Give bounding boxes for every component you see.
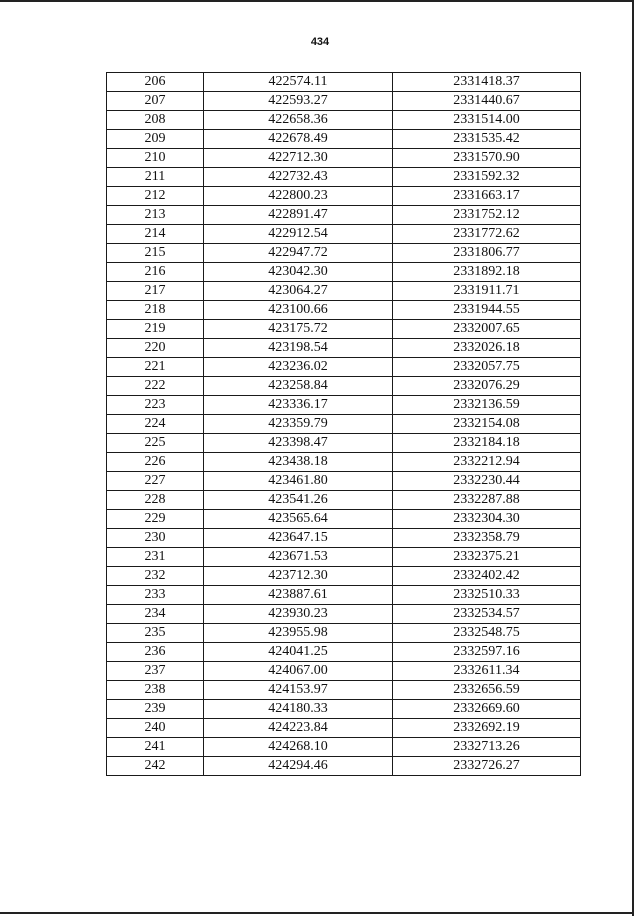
y-coordinate-cell: 2331911.71 <box>393 282 581 301</box>
coordinates-table <box>106 72 581 776</box>
x-coordinate-cell: 423336.17 <box>204 396 393 415</box>
x-coordinate-cell: 423541.26 <box>204 491 393 510</box>
y-coordinate-cell: 2332611.34 <box>393 662 581 681</box>
table-row <box>107 244 581 263</box>
point-id-cell: 235 <box>107 624 204 643</box>
x-coordinate-cell: 422732.43 <box>204 168 393 187</box>
x-coordinate-cell: 423236.02 <box>204 358 393 377</box>
point-id-cell: 236 <box>107 643 204 662</box>
x-coordinate-cell: 423042.30 <box>204 263 393 282</box>
table-row <box>107 73 581 92</box>
table-row <box>107 529 581 548</box>
table-row <box>107 149 581 168</box>
table-row <box>107 396 581 415</box>
point-id-cell: 234 <box>107 605 204 624</box>
point-id-cell: 216 <box>107 263 204 282</box>
point-id-cell: 233 <box>107 586 204 605</box>
y-coordinate-cell: 2332692.19 <box>393 719 581 738</box>
table-row <box>107 206 581 225</box>
x-coordinate-cell: 422712.30 <box>204 149 393 168</box>
y-coordinate-cell: 2332358.79 <box>393 529 581 548</box>
y-coordinate-cell: 2331570.90 <box>393 149 581 168</box>
table-row <box>107 92 581 111</box>
point-id-cell: 221 <box>107 358 204 377</box>
point-id-cell: 206 <box>107 73 204 92</box>
y-coordinate-cell: 2332726.27 <box>393 757 581 776</box>
y-coordinate-cell: 2331944.55 <box>393 301 581 320</box>
point-id-cell: 223 <box>107 396 204 415</box>
table-row <box>107 168 581 187</box>
table-row <box>107 738 581 757</box>
table-row <box>107 187 581 206</box>
table-row <box>107 624 581 643</box>
point-id-cell: 228 <box>107 491 204 510</box>
x-coordinate-cell: 423100.66 <box>204 301 393 320</box>
point-id-cell: 213 <box>107 206 204 225</box>
point-id-cell: 225 <box>107 434 204 453</box>
table-row <box>107 548 581 567</box>
point-id-cell: 210 <box>107 149 204 168</box>
y-coordinate-cell: 2331806.77 <box>393 244 581 263</box>
table-row <box>107 586 581 605</box>
y-coordinate-cell: 2331535.42 <box>393 130 581 149</box>
x-coordinate-cell: 423930.23 <box>204 605 393 624</box>
y-coordinate-cell: 2332154.08 <box>393 415 581 434</box>
page-number: 434 <box>310 36 330 48</box>
table-row <box>107 320 581 339</box>
point-id-cell: 231 <box>107 548 204 567</box>
y-coordinate-cell: 2332656.59 <box>393 681 581 700</box>
x-coordinate-cell: 423647.15 <box>204 529 393 548</box>
y-coordinate-cell: 2332076.29 <box>393 377 581 396</box>
page-border-right <box>632 0 634 916</box>
table-row <box>107 282 581 301</box>
table-row <box>107 491 581 510</box>
x-coordinate-cell: 423064.27 <box>204 282 393 301</box>
table-row <box>107 130 581 149</box>
x-coordinate-cell: 422947.72 <box>204 244 393 263</box>
x-coordinate-cell: 422912.54 <box>204 225 393 244</box>
y-coordinate-cell: 2332136.59 <box>393 396 581 415</box>
table-row <box>107 662 581 681</box>
table-row <box>107 472 581 491</box>
x-coordinate-cell: 424294.46 <box>204 757 393 776</box>
x-coordinate-cell: 423258.84 <box>204 377 393 396</box>
y-coordinate-cell: 2332548.75 <box>393 624 581 643</box>
y-coordinate-cell: 2332230.44 <box>393 472 581 491</box>
x-coordinate-cell: 424067.00 <box>204 662 393 681</box>
table-row <box>107 339 581 358</box>
table-row <box>107 719 581 738</box>
point-id-cell: 214 <box>107 225 204 244</box>
point-id-cell: 241 <box>107 738 204 757</box>
x-coordinate-cell: 423671.53 <box>204 548 393 567</box>
y-coordinate-cell: 2332713.26 <box>393 738 581 757</box>
point-id-cell: 219 <box>107 320 204 339</box>
page-border-top <box>0 0 632 2</box>
point-id-cell: 226 <box>107 453 204 472</box>
y-coordinate-cell: 2332375.21 <box>393 548 581 567</box>
x-coordinate-cell: 423175.72 <box>204 320 393 339</box>
table-row <box>107 301 581 320</box>
point-id-cell: 218 <box>107 301 204 320</box>
x-coordinate-cell: 423359.79 <box>204 415 393 434</box>
point-id-cell: 232 <box>107 567 204 586</box>
y-coordinate-cell: 2332534.57 <box>393 605 581 624</box>
x-coordinate-cell: 423198.54 <box>204 339 393 358</box>
y-coordinate-cell: 2331514.00 <box>393 111 581 130</box>
x-coordinate-cell: 424153.97 <box>204 681 393 700</box>
point-id-cell: 237 <box>107 662 204 681</box>
table-row <box>107 700 581 719</box>
table-row <box>107 681 581 700</box>
point-id-cell: 227 <box>107 472 204 491</box>
x-coordinate-cell: 422658.36 <box>204 111 393 130</box>
point-id-cell: 230 <box>107 529 204 548</box>
table-row <box>107 225 581 244</box>
table-row <box>107 415 581 434</box>
table-row <box>107 434 581 453</box>
y-coordinate-cell: 2331663.17 <box>393 187 581 206</box>
table-row <box>107 111 581 130</box>
coordinates-table-body <box>107 73 581 776</box>
y-coordinate-cell: 2331418.37 <box>393 73 581 92</box>
x-coordinate-cell: 424041.25 <box>204 643 393 662</box>
y-coordinate-cell: 2332304.30 <box>393 510 581 529</box>
y-coordinate-cell: 2332597.16 <box>393 643 581 662</box>
y-coordinate-cell: 2332402.42 <box>393 567 581 586</box>
x-coordinate-cell: 423955.98 <box>204 624 393 643</box>
point-id-cell: 240 <box>107 719 204 738</box>
point-id-cell: 239 <box>107 700 204 719</box>
y-coordinate-cell: 2332026.18 <box>393 339 581 358</box>
point-id-cell: 222 <box>107 377 204 396</box>
x-coordinate-cell: 423461.80 <box>204 472 393 491</box>
point-id-cell: 208 <box>107 111 204 130</box>
y-coordinate-cell: 2332007.65 <box>393 320 581 339</box>
y-coordinate-cell: 2332184.18 <box>393 434 581 453</box>
x-coordinate-cell: 422891.47 <box>204 206 393 225</box>
x-coordinate-cell: 424268.10 <box>204 738 393 757</box>
x-coordinate-cell: 423887.61 <box>204 586 393 605</box>
y-coordinate-cell: 2331752.12 <box>393 206 581 225</box>
point-id-cell: 217 <box>107 282 204 301</box>
point-id-cell: 212 <box>107 187 204 206</box>
table-row <box>107 757 581 776</box>
y-coordinate-cell: 2332057.75 <box>393 358 581 377</box>
table-row <box>107 263 581 282</box>
y-coordinate-cell: 2331772.62 <box>393 225 581 244</box>
y-coordinate-cell: 2332510.33 <box>393 586 581 605</box>
table-row <box>107 567 581 586</box>
x-coordinate-cell: 424180.33 <box>204 700 393 719</box>
point-id-cell: 229 <box>107 510 204 529</box>
y-coordinate-cell: 2332212.94 <box>393 453 581 472</box>
table-row <box>107 605 581 624</box>
point-id-cell: 224 <box>107 415 204 434</box>
x-coordinate-cell: 423398.47 <box>204 434 393 453</box>
x-coordinate-cell: 424223.84 <box>204 719 393 738</box>
x-coordinate-cell: 422800.23 <box>204 187 393 206</box>
point-id-cell: 211 <box>107 168 204 187</box>
table-row <box>107 453 581 472</box>
x-coordinate-cell: 423438.18 <box>204 453 393 472</box>
point-id-cell: 209 <box>107 130 204 149</box>
point-id-cell: 215 <box>107 244 204 263</box>
x-coordinate-cell: 422678.49 <box>204 130 393 149</box>
x-coordinate-cell: 423565.64 <box>204 510 393 529</box>
table-row <box>107 510 581 529</box>
point-id-cell: 207 <box>107 92 204 111</box>
x-coordinate-cell: 422574.11 <box>204 73 393 92</box>
y-coordinate-cell: 2331592.32 <box>393 168 581 187</box>
point-id-cell: 220 <box>107 339 204 358</box>
y-coordinate-cell: 2332669.60 <box>393 700 581 719</box>
point-id-cell: 238 <box>107 681 204 700</box>
y-coordinate-cell: 2332287.88 <box>393 491 581 510</box>
table-row <box>107 643 581 662</box>
point-id-cell: 242 <box>107 757 204 776</box>
table-row <box>107 358 581 377</box>
x-coordinate-cell: 423712.30 <box>204 567 393 586</box>
table-row <box>107 377 581 396</box>
y-coordinate-cell: 2331440.67 <box>393 92 581 111</box>
page-border-bottom <box>0 912 634 914</box>
x-coordinate-cell: 422593.27 <box>204 92 393 111</box>
y-coordinate-cell: 2331892.18 <box>393 263 581 282</box>
